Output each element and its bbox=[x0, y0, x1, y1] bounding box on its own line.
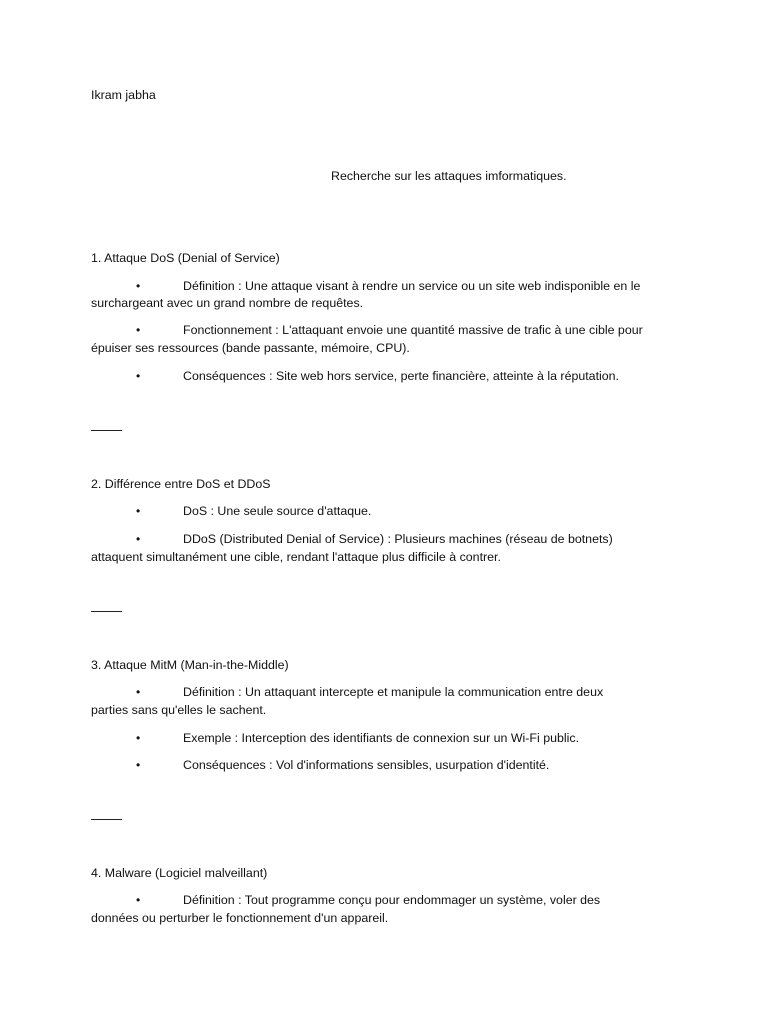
document-title: Recherche sur les attaques imformatiques. bbox=[331, 169, 567, 183]
bullet-icon: • bbox=[136, 279, 141, 293]
bullet-icon: • bbox=[136, 323, 141, 337]
item-text: Fonctionnement : L'attaquant envoie une quantité massive de trafic à une cible pour bbox=[183, 323, 643, 337]
item-text: Définition : Tout programme conçu pour endommager un système, voler des bbox=[183, 893, 601, 907]
bullet-icon: • bbox=[136, 504, 141, 518]
author-name: Ikram jabha bbox=[91, 88, 156, 102]
item-text: Exemple : Interception des identifiants de connexion sur un Wi-Fi public. bbox=[183, 731, 580, 745]
item-text: DDoS (Distributed Denial of Service) : Plusieurs machines (réseau de botnets) bbox=[183, 532, 613, 546]
bullet-icon: • bbox=[136, 369, 141, 383]
item-text: Conséquences : Site web hors service, perte financière, atteinte à la réputation. bbox=[183, 369, 619, 383]
item-text-continued: épuiser ses ressources (bande passante, mémoire, CPU). bbox=[91, 341, 410, 355]
bullet-icon: • bbox=[136, 893, 141, 907]
bullet-icon: • bbox=[136, 731, 141, 745]
bullet-icon: • bbox=[136, 685, 141, 699]
bullet-icon: • bbox=[136, 758, 141, 772]
section-divider bbox=[91, 611, 122, 612]
item-text-continued: parties sans qu'elles le sachent. bbox=[91, 703, 267, 717]
bullet-icon: • bbox=[136, 532, 141, 546]
item-text-continued: surchargeant avec un grand nombre de requêtes. bbox=[91, 296, 364, 310]
item-text: Définition : Une attaque visant à rendre un service ou un site web indisponible en le bbox=[183, 279, 641, 293]
item-text: Définition : Un attaquant intercepte et manipule la communication entre deux bbox=[183, 685, 604, 699]
section-heading: 1. Attaque DoS (Denial of Service) bbox=[91, 251, 280, 265]
item-text-continued: attaquent simultanément une cible, rendant l'attaque plus difficile à contrer. bbox=[91, 550, 501, 564]
section-divider bbox=[91, 819, 122, 820]
item-text: DoS : Une seule source d'attaque. bbox=[183, 504, 372, 518]
section-divider bbox=[91, 430, 122, 431]
section-heading: 2. Différence entre DoS et DDoS bbox=[91, 477, 271, 491]
item-text: Conséquences : Vol d'informations sensibles, usurpation d'identité. bbox=[183, 758, 550, 772]
item-text-continued: données ou perturber le fonctionnement d'un appareil. bbox=[91, 911, 389, 925]
section-heading: 4. Malware (Logiciel malveillant) bbox=[91, 866, 268, 880]
section-heading: 3. Attaque MitM (Man-in-the-Middle) bbox=[91, 658, 289, 672]
